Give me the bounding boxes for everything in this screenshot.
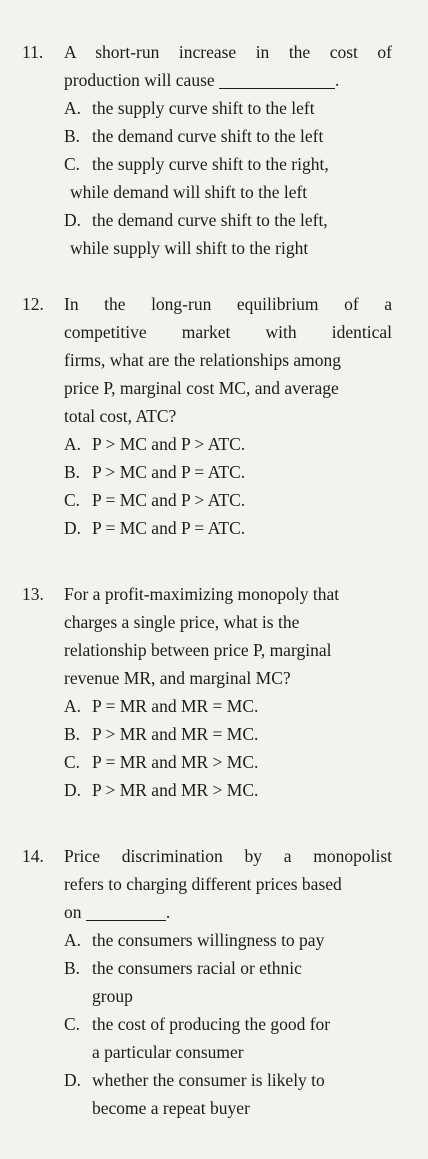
question-stem (64, 580, 392, 692)
stem-line: firms, what are the relationships among (64, 350, 342, 370)
option-c (64, 150, 394, 206)
option-text: P = MR and MR > MC. (92, 752, 259, 772)
option-letter: B. (64, 958, 81, 978)
option-text-cont: a particular consumer (92, 1042, 244, 1062)
question-number: 13. (22, 584, 44, 604)
option-text: the cost of producing the good for (92, 1014, 331, 1034)
option-c (64, 486, 394, 514)
option-letter: D. (64, 1070, 82, 1090)
option-b (64, 458, 394, 486)
option-c (64, 748, 394, 776)
question-number: 12. (22, 294, 44, 314)
stem-line-text: on (64, 902, 82, 922)
option-text: the demand curve shift to the left (92, 126, 324, 146)
option-d (64, 514, 394, 542)
stem-line: revenue MR, and marginal MC? (64, 668, 291, 688)
option-b (64, 954, 394, 1010)
option-letter: C. (64, 752, 81, 772)
stem-line: For a profit-maximizing monopoly that (64, 584, 340, 604)
stem-line-with-blank (64, 66, 392, 94)
option-c (64, 1010, 394, 1066)
option-text-cont: while supply will shift to the right (70, 238, 309, 258)
option-text: P > MR and MR = MC. (92, 724, 259, 744)
option-text: the supply curve shift to the left (92, 98, 315, 118)
option-text: P > MC and P > ATC. (92, 434, 246, 454)
stem-line: In the long-run equilibrium of a (64, 294, 392, 314)
option-letter: B. (64, 462, 81, 482)
option-text-cont: become a repeat buyer (92, 1098, 250, 1118)
question-13 (22, 580, 394, 804)
question-14 (22, 842, 394, 1122)
answer-blank (219, 69, 335, 89)
answer-options (64, 692, 394, 804)
question-11 (22, 38, 394, 262)
option-text-cont: group (92, 986, 133, 1006)
option-text-cont: while demand will shift to the left (70, 182, 308, 202)
option-letter: C. (64, 1014, 81, 1034)
answer-options (64, 430, 394, 542)
answer-options (64, 926, 394, 1122)
option-letter: D. (64, 518, 82, 538)
option-letter: B. (64, 126, 81, 146)
question-stem (64, 38, 392, 94)
option-letter: A. (64, 98, 82, 118)
stem-line-with-blank (64, 898, 392, 926)
stem-line: refers to charging different prices based (64, 874, 342, 894)
option-letter: A. (64, 696, 82, 716)
option-a (64, 94, 394, 122)
option-text: the consumers racial or ethnic (92, 958, 302, 978)
option-text: P = MC and P > ATC. (92, 490, 246, 510)
option-letter: D. (64, 780, 82, 800)
option-letter: B. (64, 724, 81, 744)
stem-line-text: production will cause (64, 70, 215, 90)
stem-line: Price discrimination by a monopolist (64, 846, 392, 866)
option-text: the consumers willingness to pay (92, 930, 325, 950)
question-12 (22, 290, 394, 542)
option-a (64, 430, 394, 458)
stem-line: price P, marginal cost MC, and average (64, 378, 339, 398)
stem-line: A short-run increase in the cost of (64, 42, 392, 62)
option-d (64, 206, 394, 262)
option-text: P = MR and MR = MC. (92, 696, 259, 716)
option-text: the demand curve shift to the left, (92, 210, 328, 230)
option-text: P > MR and MR > MC. (92, 780, 259, 800)
option-text: whether the consumer is likely to (92, 1070, 325, 1090)
option-b (64, 122, 394, 150)
question-number: 11. (22, 42, 44, 62)
stem-line: charges a single price, what is the (64, 612, 300, 632)
option-a (64, 926, 394, 954)
option-letter: A. (64, 930, 82, 950)
option-text: P > MC and P = ATC. (92, 462, 246, 482)
answer-blank (86, 901, 166, 921)
stem-end-punct: . (335, 70, 340, 90)
question-number: 14. (22, 846, 44, 866)
option-d (64, 1066, 394, 1122)
question-stem (64, 842, 392, 926)
stem-line: relationship between price P, marginal (64, 640, 332, 660)
option-text: P = MC and P = ATC. (92, 518, 246, 538)
question-stem (64, 290, 392, 430)
option-letter: C. (64, 490, 81, 510)
stem-line: competitive market with identical (64, 322, 392, 342)
option-letter: C. (64, 154, 81, 174)
answer-options (64, 94, 394, 262)
option-letter: D. (64, 210, 82, 230)
option-text: the supply curve shift to the right, (92, 154, 329, 174)
option-d (64, 776, 394, 804)
option-b (64, 720, 394, 748)
stem-end-punct: . (165, 902, 171, 922)
option-letter: A. (64, 434, 82, 454)
stem-line: total cost, ATC? (64, 406, 177, 426)
option-a (64, 692, 394, 720)
